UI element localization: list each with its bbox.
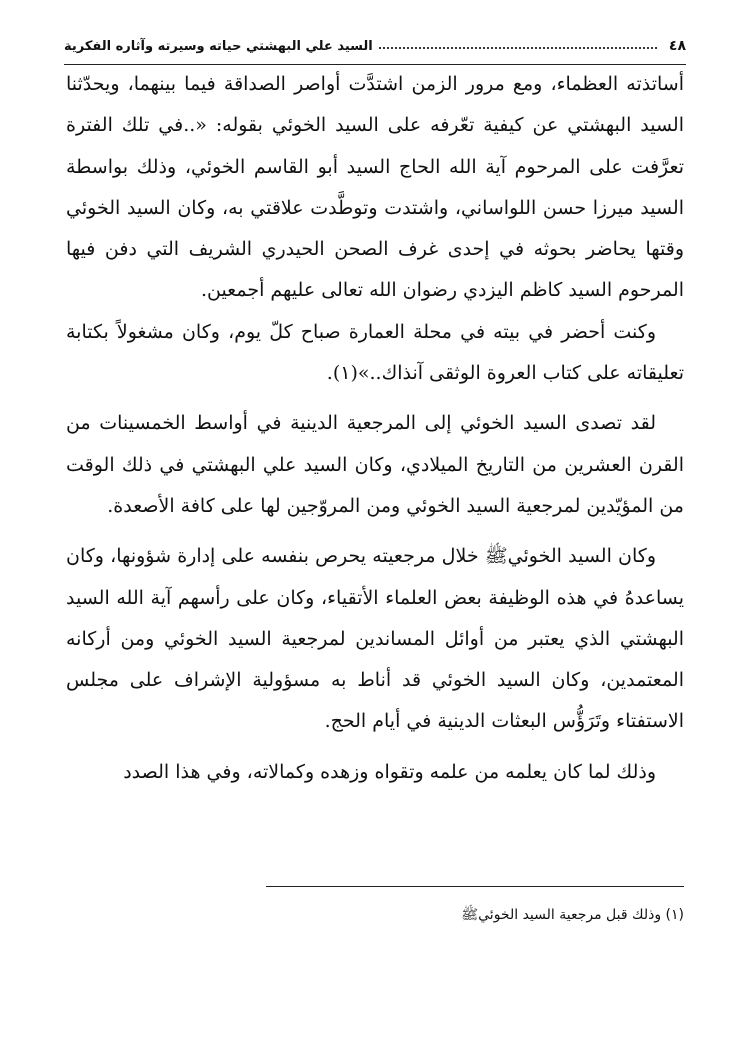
paragraph-3: لقد تصدى السيد الخوئي إلى المرجعية الدينية في أواسط الخمسينات من القرن العشرين من التاريخ الميلادي، وكان السيد علي البهشتي في ذلك الوقت من المؤيّدين لمرجعية السيد الخوئي ومن المروّجين لها على كافة الأصعدة. [66, 412, 684, 517]
running-title: السيد علي البهشتي حياته وسيرته وآثاره الفكرية [64, 38, 373, 54]
paragraph-2: وكنت أحضر في بيته في محلة العمارة صباح كلّ يوم، وكان مشغولاً بكتابة تعليقاته على كتاب العروة الوثقى آنذاك..»(١). [66, 320, 684, 385]
body-text [66, 64, 684, 793]
footnote: (١) وذلك قبل مرجعية السيد الخوئيﷺ [461, 907, 684, 923]
page-number: ٤٨ [668, 38, 686, 54]
header-dot-leader [379, 47, 657, 49]
paragraph-1: أساتذته العظماء، ومع مرور الزمن اشتدَّت أواصر الصداقة فيما بينهما، ويحدّثنا السيد البهشتي عن كيفية تعّرفه على السيد الخوئي بقوله: «..في تلك الفترة تعرَّفت على المرحوم آية الله الحاج السيد أبو القاسم الخوئي، وذلك بواسطة السيد ميرزا حسن اللواساني، واشتدت وتوطَّدت علاقتي به، وكان السيد الخوئي وقتها يحاضر بحوثه في إحدى غرف الصحن الحيدري الشريف التي دفن فيها المرحوم السيد كاظم اليزدي رضوان الله تعالى عليهم أجمعين. [66, 73, 684, 302]
paragraph-4: وكان السيد الخوئيﷺ خلال مرجعيته يحرص بنفسه على إدارة شؤونها، وكان يساعدهُ في هذه الوظيفة بعض العلماء الأتقياء، وكان على رأسهم آية الله السيد البهشتي الذي يعتبر من أوائل المساندين لمرجعية السيد الخوئي ومن أركانه المعتمدين، وكان السيد الخوئي قد أناط به مسؤولية الإشراف على مجلس الاستفتاء وتَرَؤُّس البعثات الدينية في أيام الحج. [66, 545, 684, 733]
running-header [64, 34, 686, 65]
footnote-separator [266, 886, 684, 887]
paragraph-5: وذلك لما كان يعلمه من علمه وتقواه وزهده وكمالاته، وفي هذا الصدد [123, 760, 656, 783]
